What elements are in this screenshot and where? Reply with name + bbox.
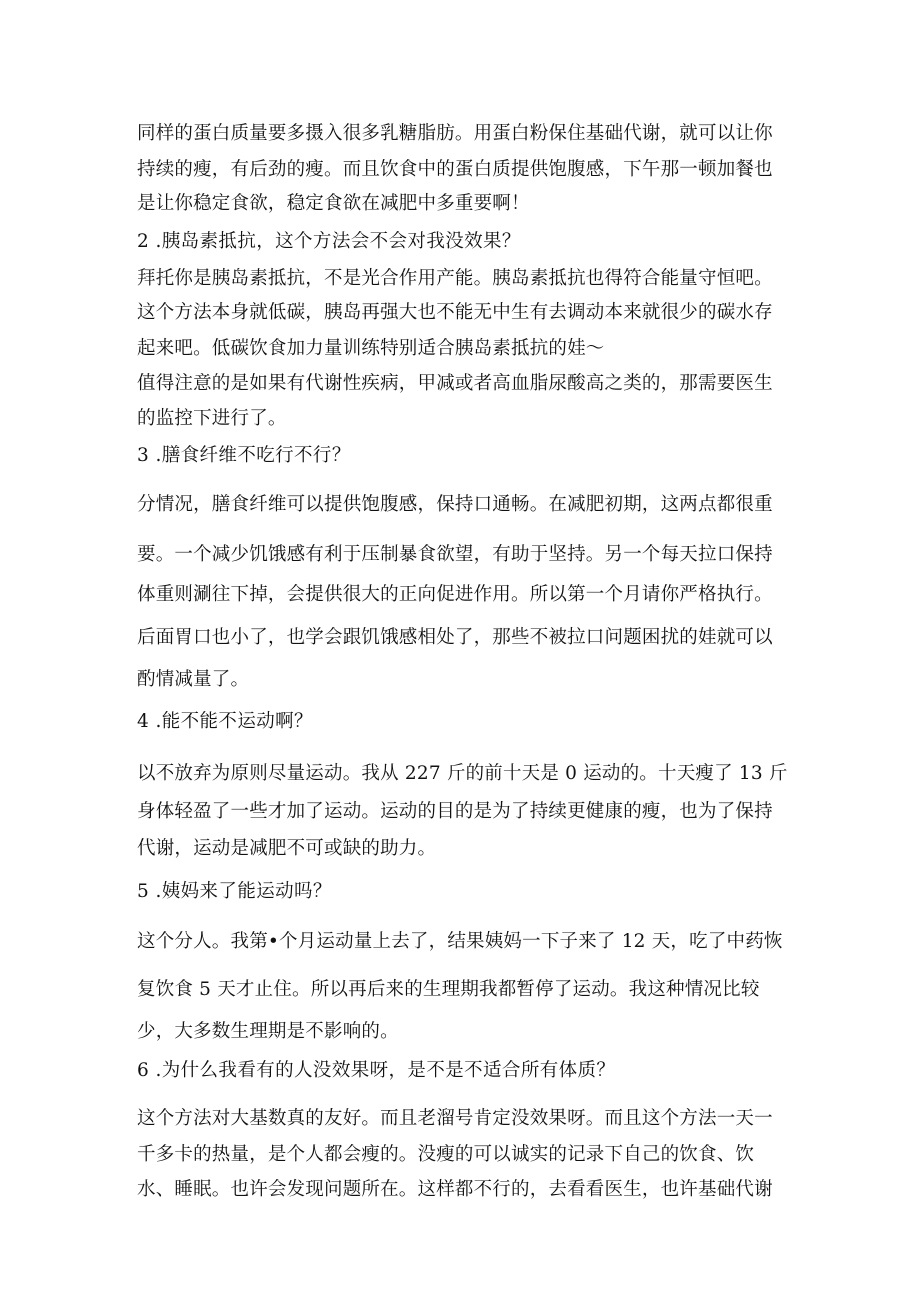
question-heading: 3 .膳食纤维不吃行不行？ — [137, 445, 351, 466]
paragraph-line: 这个方法对大基数真的友好。而且老溜号肯定没效果呀。而且这个方法一天一 — [137, 1108, 773, 1129]
paragraph-line: 少，大多数生理期是不影响的。 — [137, 1021, 399, 1042]
paragraph-line: 分情况，膳食纤维可以提供饱腹感，保持口通畅。在减肥初期，这两点都很重 — [137, 494, 773, 515]
paragraph-line: 代谢，运动是减肥不可或缺的助力。 — [137, 838, 437, 859]
question-heading: 2 .胰岛素抵抗，这个方法会不会对我没效果？ — [137, 231, 521, 252]
question-heading: 4 .能不能不运动啊？ — [137, 711, 313, 732]
paragraph-line: 拜托你是胰岛素抵抗，不是光合作用产能。胰岛素抵抗也得符合能量守恒吧。 — [137, 268, 773, 289]
paragraph-line: 复饮食 5 天才止住。所以再后来的生理期我都暂停了运动。我这种情况比较 — [137, 979, 760, 1000]
paragraph-line: 这个分人。我第•个月运动量上去了，结果姨妈一下子来了 12 天，吃了中药恢 — [137, 931, 783, 952]
paragraph-line: 这个方法本身就低碳，胰岛再强大也不能无中生有去调动本来就很少的碳水存 — [137, 302, 773, 323]
paragraph-line: 以不放弃为原则尽量运动。我从 227 斤的前十天是 0 运动的。十天瘦了 13 斤 — [137, 763, 788, 784]
paragraph-line: 要。一个减少饥饿感有利于压制暴食欲望，有助于坚持。另一个每天拉口保持 — [137, 544, 773, 565]
paragraph-line: 酌情减量了。 — [137, 669, 250, 690]
paragraph-line: 值得注意的是如果有代谢性疾病，甲减或者高血脂尿酸高之类的，那需要医生 — [137, 373, 773, 394]
paragraph-line: 的监控下进行了。 — [137, 408, 287, 429]
paragraph-line: 千多卡的热量，是个人都会瘦的。没瘦的可以诚实的记录下自己的饮食、饮 — [137, 1144, 755, 1165]
question-heading: 5 .姨妈来了能运动吗？ — [137, 881, 332, 902]
paragraph-line: 起来吧。低碳饮食加力量训练特别适合胰岛素抵抗的娃～ — [137, 338, 605, 359]
paragraph-line: 持续的瘦，有后劲的瘦。而且饮食中的蛋白质提供饱腹感，下午那一顿加餐也 — [137, 159, 773, 180]
paragraph-line: 水、睡眠。也许会发现问题所在。这样都不行的，去看看医生，也许基础代谢 — [137, 1179, 773, 1200]
question-heading: 6 .为什么我看有的人没效果呀，是不是不适合所有体质？ — [137, 1060, 616, 1081]
paragraph-line: 后面胃口也小了，也学会跟饥饿感相处了，那些不被拉口问题困扰的娃就可以 — [137, 627, 773, 648]
paragraph-line: 同样的蛋白质量要多摄入很多乳糖脂肪。用蛋白粉保住基础代谢，就可以让你 — [137, 123, 773, 144]
paragraph-line: 是让你稳定食欲，稳定食欲在减肥中多重要啊！ — [137, 193, 530, 214]
paragraph-line: 体重则涮往下掉，会提供很大的正向促进作用。所以第一个月请你严格执行。 — [137, 584, 773, 605]
paragraph-line: 身体轻盈了一些才加了运动。运动的目的是为了持续更健康的瘦，也为了保持 — [137, 801, 773, 822]
